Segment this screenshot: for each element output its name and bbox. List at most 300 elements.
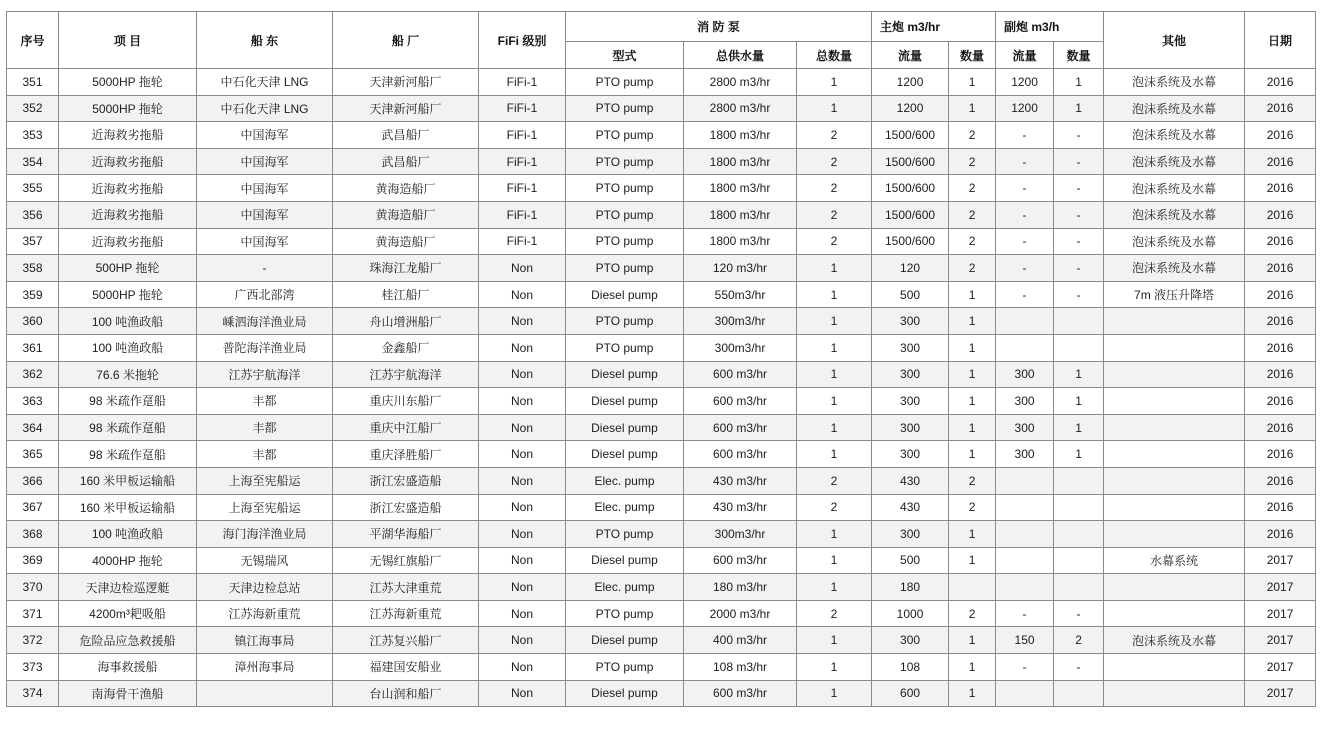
table-row bbox=[7, 175, 1316, 202]
cell-pump-type: PTO pump bbox=[566, 69, 684, 96]
cell-pump-count: 2 bbox=[797, 228, 872, 255]
table-header bbox=[7, 12, 1316, 69]
cell-other bbox=[1104, 414, 1245, 441]
cell-fifi: Non bbox=[479, 414, 566, 441]
cell-main-flow: 1000 bbox=[872, 600, 949, 627]
cell-main-qty: 2 bbox=[949, 467, 996, 494]
cell-other bbox=[1104, 521, 1245, 548]
table-row bbox=[7, 255, 1316, 282]
cell-main-flow: 300 bbox=[872, 388, 949, 415]
cell-main-flow: 300 bbox=[872, 361, 949, 388]
cell-main-qty: 1 bbox=[949, 95, 996, 122]
cell-sec-flow: 300 bbox=[996, 414, 1054, 441]
cell-shipyard: 重庆泽胜船厂 bbox=[333, 441, 479, 468]
cell-main-flow: 1500/600 bbox=[872, 148, 949, 175]
cell-main-qty: 2 bbox=[949, 600, 996, 627]
cell-project: 近海救劣拖船 bbox=[59, 122, 197, 149]
header-shipyard: 船 厂 bbox=[333, 12, 479, 69]
cell-date: 2016 bbox=[1245, 122, 1316, 149]
cell-seq: 357 bbox=[7, 228, 59, 255]
table-row bbox=[7, 122, 1316, 149]
cell-date: 2016 bbox=[1245, 467, 1316, 494]
cell-owner: 天津边检总站 bbox=[197, 574, 333, 601]
cell-pump-count: 1 bbox=[797, 95, 872, 122]
cell-sec-qty: 1 bbox=[1054, 95, 1104, 122]
cell-pump-count: 1 bbox=[797, 308, 872, 335]
cell-pump-count: 1 bbox=[797, 255, 872, 282]
cell-pump-total: 108 m3/hr bbox=[684, 654, 797, 681]
cell-seq: 354 bbox=[7, 148, 59, 175]
cell-shipyard: 台山润和船厂 bbox=[333, 680, 479, 707]
table-row bbox=[7, 521, 1316, 548]
cell-sec-flow: 300 bbox=[996, 361, 1054, 388]
cell-pump-total: 600 m3/hr bbox=[684, 414, 797, 441]
cell-sec-flow: - bbox=[996, 255, 1054, 282]
cell-pump-count: 2 bbox=[797, 201, 872, 228]
cell-seq: 367 bbox=[7, 494, 59, 521]
header-row-top bbox=[7, 12, 1316, 42]
cell-shipyard: 舟山增洲船厂 bbox=[333, 308, 479, 335]
cell-main-qty: 1 bbox=[949, 441, 996, 468]
cell-sec-qty: 1 bbox=[1054, 414, 1104, 441]
cell-project: 海事救援船 bbox=[59, 654, 197, 681]
cell-seq: 364 bbox=[7, 414, 59, 441]
cell-main-flow: 300 bbox=[872, 521, 949, 548]
cell-pump-total: 600 m3/hr bbox=[684, 361, 797, 388]
cell-fifi: Non bbox=[479, 467, 566, 494]
cell-owner: 中国海军 bbox=[197, 201, 333, 228]
cell-seq: 370 bbox=[7, 574, 59, 601]
cell-shipyard: 浙江宏盛造船 bbox=[333, 494, 479, 521]
cell-seq: 355 bbox=[7, 175, 59, 202]
cell-main-qty: 1 bbox=[949, 654, 996, 681]
cell-shipyard: 武昌船厂 bbox=[333, 148, 479, 175]
table-row bbox=[7, 414, 1316, 441]
cell-fifi: Non bbox=[479, 680, 566, 707]
cell-owner: 上海至宪船运 bbox=[197, 494, 333, 521]
cell-sec-qty bbox=[1054, 521, 1104, 548]
header-pump-type: 型式 bbox=[566, 42, 684, 69]
header-pump-count: 总数量 bbox=[797, 42, 872, 69]
cell-pump-type: Diesel pump bbox=[566, 361, 684, 388]
cell-project: 500HP 拖轮 bbox=[59, 255, 197, 282]
cell-main-qty: 2 bbox=[949, 494, 996, 521]
header-project: 项 目 bbox=[59, 12, 197, 69]
cell-seq: 351 bbox=[7, 69, 59, 96]
cell-main-qty: 2 bbox=[949, 175, 996, 202]
cell-sec-qty: - bbox=[1054, 175, 1104, 202]
cell-main-flow: 300 bbox=[872, 627, 949, 654]
cell-main-flow: 300 bbox=[872, 414, 949, 441]
cell-project: 近海救劣拖船 bbox=[59, 148, 197, 175]
table-row bbox=[7, 281, 1316, 308]
cell-fifi: FiFi-1 bbox=[479, 201, 566, 228]
cell-owner: 江苏海新重荒 bbox=[197, 600, 333, 627]
cell-project: 100 吨渔政船 bbox=[59, 521, 197, 548]
header-date: 日期 bbox=[1245, 12, 1316, 69]
cell-shipyard: 金鑫船厂 bbox=[333, 334, 479, 361]
cell-project: 危险品应急救援船 bbox=[59, 627, 197, 654]
cell-date: 2016 bbox=[1245, 228, 1316, 255]
cell-other bbox=[1104, 494, 1245, 521]
cell-other bbox=[1104, 441, 1245, 468]
cell-seq: 373 bbox=[7, 654, 59, 681]
cell-shipyard: 天津新河船厂 bbox=[333, 95, 479, 122]
cell-date: 2016 bbox=[1245, 69, 1316, 96]
cell-owner: 丰都 bbox=[197, 388, 333, 415]
cell-fifi: Non bbox=[479, 494, 566, 521]
cell-other: 泡沫系统及水幕 bbox=[1104, 201, 1245, 228]
cell-sec-flow bbox=[996, 467, 1054, 494]
cell-other: 泡沫系统及水幕 bbox=[1104, 228, 1245, 255]
cell-shipyard: 江苏海新重荒 bbox=[333, 600, 479, 627]
cell-fifi: Non bbox=[479, 547, 566, 574]
cell-main-qty: 1 bbox=[949, 521, 996, 548]
cell-main-qty: 2 bbox=[949, 228, 996, 255]
cell-project: 98 米疏作趸船 bbox=[59, 441, 197, 468]
cell-owner: 广西北部湾 bbox=[197, 281, 333, 308]
cell-pump-total: 550m3/hr bbox=[684, 281, 797, 308]
cell-shipyard: 黄海造船厂 bbox=[333, 228, 479, 255]
cell-fifi: FiFi-1 bbox=[479, 175, 566, 202]
cell-shipyard: 重庆中江船厂 bbox=[333, 414, 479, 441]
cell-sec-qty: - bbox=[1054, 255, 1104, 282]
cell-date: 2016 bbox=[1245, 201, 1316, 228]
cell-date: 2016 bbox=[1245, 441, 1316, 468]
cell-fifi: Non bbox=[479, 654, 566, 681]
fire-pump-project-table-container bbox=[6, 11, 1315, 707]
cell-fifi: FiFi-1 bbox=[479, 69, 566, 96]
cell-sec-qty bbox=[1054, 547, 1104, 574]
cell-sec-qty bbox=[1054, 680, 1104, 707]
cell-seq: 360 bbox=[7, 308, 59, 335]
cell-pump-total: 300m3/hr bbox=[684, 334, 797, 361]
cell-main-flow: 300 bbox=[872, 441, 949, 468]
cell-date: 2016 bbox=[1245, 361, 1316, 388]
cell-project: 5000HP 拖轮 bbox=[59, 95, 197, 122]
cell-pump-count: 1 bbox=[797, 547, 872, 574]
cell-shipyard: 黄海造船厂 bbox=[333, 175, 479, 202]
cell-other: 泡沫系统及水幕 bbox=[1104, 627, 1245, 654]
cell-shipyard: 珠海江龙船厂 bbox=[333, 255, 479, 282]
cell-sec-qty: - bbox=[1054, 600, 1104, 627]
fire-pump-project-table bbox=[6, 11, 1316, 707]
header-main-monitor-group: 主炮 m3/hr bbox=[872, 12, 996, 42]
cell-project: 98 米疏作趸船 bbox=[59, 414, 197, 441]
cell-main-qty: 1 bbox=[949, 388, 996, 415]
cell-pump-total: 180 m3/hr bbox=[684, 574, 797, 601]
cell-sec-qty: 2 bbox=[1054, 627, 1104, 654]
table-body bbox=[7, 69, 1316, 707]
cell-project: 近海救劣拖船 bbox=[59, 228, 197, 255]
cell-pump-type: Elec. pump bbox=[566, 494, 684, 521]
cell-pump-total: 600 m3/hr bbox=[684, 388, 797, 415]
cell-project: 160 米甲板运输船 bbox=[59, 494, 197, 521]
cell-sec-flow: - bbox=[996, 654, 1054, 681]
cell-sec-qty: 1 bbox=[1054, 388, 1104, 415]
cell-other bbox=[1104, 308, 1245, 335]
cell-pump-type: Diesel pump bbox=[566, 547, 684, 574]
cell-pump-count: 1 bbox=[797, 361, 872, 388]
table-row bbox=[7, 228, 1316, 255]
table-row bbox=[7, 574, 1316, 601]
cell-fifi: Non bbox=[479, 600, 566, 627]
cell-pump-count: 1 bbox=[797, 441, 872, 468]
cell-sec-qty: - bbox=[1054, 654, 1104, 681]
cell-owner: 海门海洋渔业局 bbox=[197, 521, 333, 548]
cell-seq: 352 bbox=[7, 95, 59, 122]
header-sec-qty: 数量 bbox=[1054, 42, 1104, 69]
cell-sec-flow bbox=[996, 521, 1054, 548]
cell-seq: 369 bbox=[7, 547, 59, 574]
header-owner: 船 东 bbox=[197, 12, 333, 69]
cell-pump-count: 2 bbox=[797, 467, 872, 494]
cell-other bbox=[1104, 574, 1245, 601]
cell-owner: 中国海军 bbox=[197, 175, 333, 202]
cell-pump-count: 1 bbox=[797, 654, 872, 681]
cell-seq: 359 bbox=[7, 281, 59, 308]
cell-pump-total: 430 m3/hr bbox=[684, 467, 797, 494]
cell-sec-flow: 1200 bbox=[996, 69, 1054, 96]
header-other: 其他 bbox=[1104, 12, 1245, 69]
cell-sec-flow: - bbox=[996, 228, 1054, 255]
cell-owner: 中石化天津 LNG bbox=[197, 69, 333, 96]
cell-pump-count: 1 bbox=[797, 69, 872, 96]
cell-main-flow: 1200 bbox=[872, 69, 949, 96]
header-seq: 序号 bbox=[7, 12, 59, 69]
cell-other: 7m 液压升降塔 bbox=[1104, 281, 1245, 308]
cell-pump-type: PTO pump bbox=[566, 334, 684, 361]
cell-owner: 嵊泗海洋渔业局 bbox=[197, 308, 333, 335]
cell-pump-type: Diesel pump bbox=[566, 680, 684, 707]
cell-pump-type: PTO pump bbox=[566, 255, 684, 282]
cell-owner: 中石化天津 LNG bbox=[197, 95, 333, 122]
cell-owner: 中国海军 bbox=[197, 148, 333, 175]
cell-project: 5000HP 拖轮 bbox=[59, 69, 197, 96]
cell-other bbox=[1104, 361, 1245, 388]
cell-pump-type: PTO pump bbox=[566, 521, 684, 548]
cell-seq: 363 bbox=[7, 388, 59, 415]
cell-pump-type: PTO pump bbox=[566, 308, 684, 335]
cell-other bbox=[1104, 467, 1245, 494]
cell-other bbox=[1104, 334, 1245, 361]
cell-shipyard: 天津新河船厂 bbox=[333, 69, 479, 96]
cell-seq: 356 bbox=[7, 201, 59, 228]
cell-pump-type: Elec. pump bbox=[566, 467, 684, 494]
table-row bbox=[7, 467, 1316, 494]
cell-sec-flow: 150 bbox=[996, 627, 1054, 654]
cell-main-flow: 300 bbox=[872, 308, 949, 335]
cell-pump-type: PTO pump bbox=[566, 175, 684, 202]
cell-main-qty: 2 bbox=[949, 122, 996, 149]
table-row bbox=[7, 308, 1316, 335]
table-row bbox=[7, 654, 1316, 681]
cell-project: 近海救劣拖船 bbox=[59, 175, 197, 202]
header-sec-flow: 流量 bbox=[996, 42, 1054, 69]
cell-pump-type: PTO pump bbox=[566, 122, 684, 149]
table-row bbox=[7, 148, 1316, 175]
cell-date: 2017 bbox=[1245, 680, 1316, 707]
table-row bbox=[7, 334, 1316, 361]
cell-seq: 365 bbox=[7, 441, 59, 468]
cell-main-qty: 1 bbox=[949, 627, 996, 654]
cell-main-flow: 1500/600 bbox=[872, 175, 949, 202]
cell-fifi: Non bbox=[479, 521, 566, 548]
cell-shipyard: 浙江宏盛造船 bbox=[333, 467, 479, 494]
cell-main-flow: 500 bbox=[872, 281, 949, 308]
cell-date: 2016 bbox=[1245, 148, 1316, 175]
cell-fifi: Non bbox=[479, 441, 566, 468]
cell-pump-count: 1 bbox=[797, 334, 872, 361]
cell-project: 98 米疏作趸船 bbox=[59, 388, 197, 415]
cell-seq: 366 bbox=[7, 467, 59, 494]
cell-main-flow: 108 bbox=[872, 654, 949, 681]
cell-date: 2016 bbox=[1245, 255, 1316, 282]
cell-date: 2016 bbox=[1245, 95, 1316, 122]
cell-pump-count: 2 bbox=[797, 600, 872, 627]
cell-owner: 普陀海洋渔业局 bbox=[197, 334, 333, 361]
cell-seq: 362 bbox=[7, 361, 59, 388]
cell-project: 4000HP 拖轮 bbox=[59, 547, 197, 574]
cell-main-flow: 1200 bbox=[872, 95, 949, 122]
cell-seq: 353 bbox=[7, 122, 59, 149]
header-fifi-class: FiFi 级别 bbox=[479, 12, 566, 69]
cell-date: 2016 bbox=[1245, 388, 1316, 415]
cell-shipyard: 江苏复兴船厂 bbox=[333, 627, 479, 654]
cell-project: 4200m³耙吸船 bbox=[59, 600, 197, 627]
table-row bbox=[7, 361, 1316, 388]
cell-main-flow: 180 bbox=[872, 574, 949, 601]
cell-pump-total: 400 m3/hr bbox=[684, 627, 797, 654]
cell-project: 天津边检巡逻艇 bbox=[59, 574, 197, 601]
cell-sec-qty bbox=[1054, 308, 1104, 335]
cell-fifi: FiFi-1 bbox=[479, 122, 566, 149]
header-pump-total-supply: 总供水量 bbox=[684, 42, 797, 69]
table-row bbox=[7, 95, 1316, 122]
cell-seq: 361 bbox=[7, 334, 59, 361]
cell-pump-count: 1 bbox=[797, 574, 872, 601]
cell-shipyard: 桂江船厂 bbox=[333, 281, 479, 308]
cell-owner: 漳州海事局 bbox=[197, 654, 333, 681]
cell-main-flow: 600 bbox=[872, 680, 949, 707]
cell-seq: 358 bbox=[7, 255, 59, 282]
cell-pump-total: 2800 m3/hr bbox=[684, 69, 797, 96]
cell-shipyard: 福建国安船业 bbox=[333, 654, 479, 681]
cell-pump-total: 300m3/hr bbox=[684, 521, 797, 548]
cell-sec-qty bbox=[1054, 334, 1104, 361]
cell-pump-total: 1800 m3/hr bbox=[684, 228, 797, 255]
cell-sec-qty: 1 bbox=[1054, 361, 1104, 388]
cell-other: 水幕系统 bbox=[1104, 547, 1245, 574]
cell-date: 2016 bbox=[1245, 308, 1316, 335]
cell-sec-flow bbox=[996, 680, 1054, 707]
cell-sec-qty: - bbox=[1054, 148, 1104, 175]
cell-main-flow: 500 bbox=[872, 547, 949, 574]
cell-owner: 上海至宪船运 bbox=[197, 467, 333, 494]
cell-other bbox=[1104, 388, 1245, 415]
cell-pump-count: 1 bbox=[797, 281, 872, 308]
cell-project: 5000HP 拖轮 bbox=[59, 281, 197, 308]
cell-project: 100 吨渔政船 bbox=[59, 308, 197, 335]
cell-owner: 江苏宇航海洋 bbox=[197, 361, 333, 388]
cell-pump-type: Diesel pump bbox=[566, 627, 684, 654]
cell-pump-total: 1800 m3/hr bbox=[684, 175, 797, 202]
cell-sec-qty bbox=[1054, 467, 1104, 494]
cell-main-qty: 2 bbox=[949, 201, 996, 228]
cell-sec-qty bbox=[1054, 494, 1104, 521]
cell-fifi: Non bbox=[479, 334, 566, 361]
cell-pump-total: 1800 m3/hr bbox=[684, 122, 797, 149]
cell-main-qty: 1 bbox=[949, 361, 996, 388]
cell-pump-total: 1800 m3/hr bbox=[684, 148, 797, 175]
cell-sec-flow bbox=[996, 494, 1054, 521]
cell-date: 2017 bbox=[1245, 600, 1316, 627]
cell-pump-count: 1 bbox=[797, 627, 872, 654]
cell-pump-type: Elec. pump bbox=[566, 574, 684, 601]
cell-other bbox=[1104, 600, 1245, 627]
cell-pump-count: 1 bbox=[797, 414, 872, 441]
cell-date: 2017 bbox=[1245, 627, 1316, 654]
cell-owner: 中国海军 bbox=[197, 228, 333, 255]
cell-fifi: Non bbox=[479, 574, 566, 601]
cell-fifi: FiFi-1 bbox=[479, 228, 566, 255]
cell-sec-flow bbox=[996, 334, 1054, 361]
cell-main-flow: 1500/600 bbox=[872, 228, 949, 255]
cell-pump-count: 1 bbox=[797, 388, 872, 415]
cell-owner: - bbox=[197, 255, 333, 282]
cell-other bbox=[1104, 680, 1245, 707]
cell-date: 2017 bbox=[1245, 574, 1316, 601]
cell-fifi: FiFi-1 bbox=[479, 95, 566, 122]
cell-pump-type: Diesel pump bbox=[566, 441, 684, 468]
cell-sec-qty: 1 bbox=[1054, 69, 1104, 96]
cell-main-qty: 1 bbox=[949, 334, 996, 361]
cell-pump-type: PTO pump bbox=[566, 95, 684, 122]
cell-pump-count: 2 bbox=[797, 148, 872, 175]
table-row bbox=[7, 69, 1316, 96]
cell-pump-type: PTO pump bbox=[566, 148, 684, 175]
cell-shipyard: 武昌船厂 bbox=[333, 122, 479, 149]
cell-pump-count: 2 bbox=[797, 175, 872, 202]
cell-pump-total: 1800 m3/hr bbox=[684, 201, 797, 228]
cell-pump-total: 120 m3/hr bbox=[684, 255, 797, 282]
cell-fifi: Non bbox=[479, 388, 566, 415]
cell-main-flow: 1500/600 bbox=[872, 122, 949, 149]
cell-shipyard: 无锡红旗船厂 bbox=[333, 547, 479, 574]
cell-sec-qty: 1 bbox=[1054, 441, 1104, 468]
cell-main-qty: 1 bbox=[949, 69, 996, 96]
cell-sec-flow: - bbox=[996, 122, 1054, 149]
cell-pump-total: 600 m3/hr bbox=[684, 547, 797, 574]
cell-main-flow: 430 bbox=[872, 467, 949, 494]
cell-seq: 372 bbox=[7, 627, 59, 654]
cell-pump-type: PTO pump bbox=[566, 228, 684, 255]
header-secondary-monitor-group: 副炮 m3/h bbox=[996, 12, 1104, 42]
cell-pump-type: PTO pump bbox=[566, 600, 684, 627]
cell-sec-flow: - bbox=[996, 600, 1054, 627]
table-row bbox=[7, 600, 1316, 627]
cell-other: 泡沫系统及水幕 bbox=[1104, 95, 1245, 122]
cell-seq: 371 bbox=[7, 600, 59, 627]
cell-pump-type: Diesel pump bbox=[566, 281, 684, 308]
cell-shipyard: 重庆川东船厂 bbox=[333, 388, 479, 415]
cell-project: 76.6 米拖轮 bbox=[59, 361, 197, 388]
table-row bbox=[7, 201, 1316, 228]
cell-sec-flow: - bbox=[996, 281, 1054, 308]
cell-main-qty: 1 bbox=[949, 308, 996, 335]
cell-pump-total: 2000 m3/hr bbox=[684, 600, 797, 627]
cell-shipyard: 江苏大津重荒 bbox=[333, 574, 479, 601]
